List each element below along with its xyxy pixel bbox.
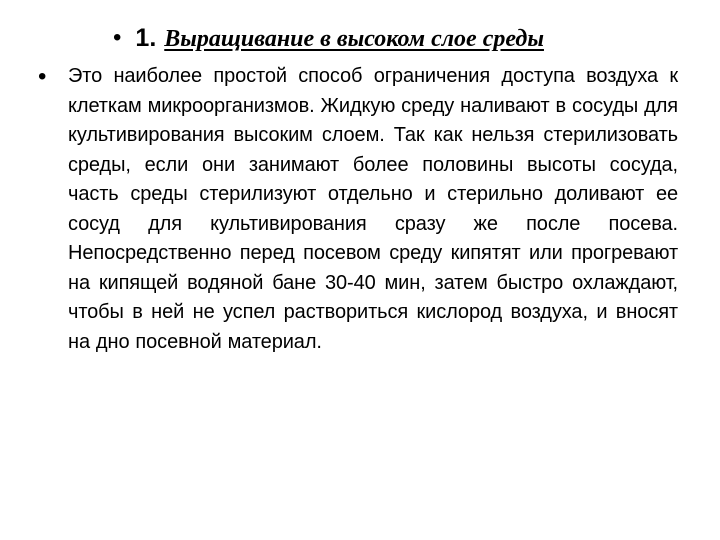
body-bullet: • xyxy=(38,63,47,90)
heading-bullet: • xyxy=(113,24,122,51)
body-paragraph: Это наиболее простой способ ограничения доступа воздуха к клеткам микроорганизмов. Жидкую среду наливают в сосуды для культивирования высоким слоем. Так как нельзя стерилизовать среды, если они занимают более половины высоты сосуда, часть среды стерилизуют отдельно и стерильно доливают ее сосуд для культивирования сразу же после посева. Непосредственно перед посевом среду кипятят или прогревают на кипящей водяной бане 30-40 мин, затем быстро охлаждают, чтобы в ней не успел раствориться кислород воздуха, и вносят на дно посевной материал. xyxy=(68,65,678,353)
heading-number: 1 xyxy=(135,24,150,52)
heading-separator: . xyxy=(149,24,157,52)
slide-heading xyxy=(113,24,544,60)
body-block xyxy=(38,62,678,357)
heading-title: Выращивание в высоком слое среды xyxy=(164,26,544,52)
